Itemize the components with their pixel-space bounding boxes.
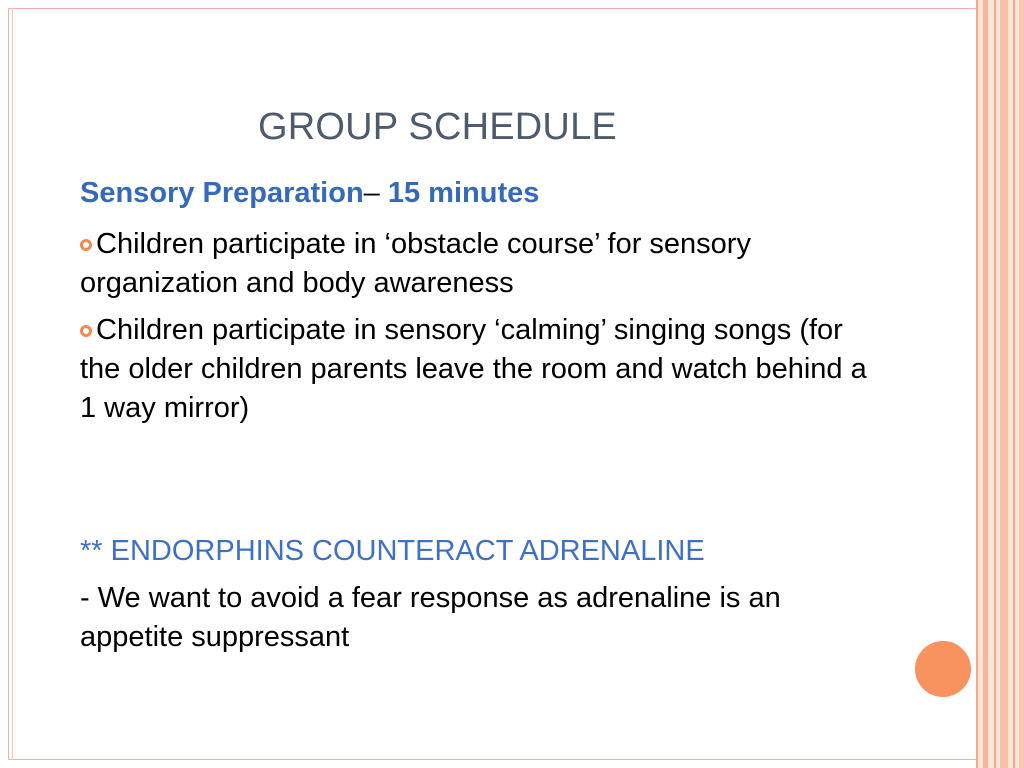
frame-bottom-line bbox=[8, 759, 976, 760]
section-heading-separator: – bbox=[363, 177, 380, 209]
circle-bullet-icon bbox=[80, 239, 92, 251]
slide-title: GROUP SCHEDULE bbox=[258, 106, 617, 148]
decorative-stripe bbox=[976, 0, 978, 768]
frame-top-line bbox=[8, 8, 976, 9]
section-heading bbox=[80, 174, 880, 213]
note-text: - We want to avoid a fear response as adrenaline is an appetite suppressant bbox=[80, 582, 781, 653]
bullet-text: Children participate in sensory ‘calming’ singing songs (for the older children parents leave the room and watch behind a 1 way mirror) bbox=[80, 314, 867, 424]
decorative-circle bbox=[912, 638, 974, 700]
bullet-item bbox=[80, 225, 880, 303]
section-heading-duration: 15 minutes bbox=[379, 177, 540, 209]
spacer bbox=[80, 436, 880, 532]
slide-content bbox=[80, 174, 880, 657]
bullet-item bbox=[80, 311, 880, 428]
decorative-stripe bbox=[1019, 0, 1024, 768]
frame-left-line bbox=[8, 8, 9, 760]
frame-left-inner-line bbox=[12, 8, 13, 760]
decorative-stripe bbox=[994, 0, 996, 768]
decorative-stripe bbox=[983, 0, 988, 768]
alert-text: ** ENDORPHINS COUNTERACT ADRENALINE bbox=[80, 535, 705, 567]
section-heading-label: Sensory Preparation bbox=[80, 177, 364, 209]
decorative-stripe bbox=[1013, 0, 1015, 768]
bullet-text: Children participate in ‘obstacle course’ for sensory organization and body awareness bbox=[80, 228, 751, 299]
decorative-stripe bbox=[1000, 0, 1008, 768]
circle-bullet-icon bbox=[80, 325, 92, 337]
